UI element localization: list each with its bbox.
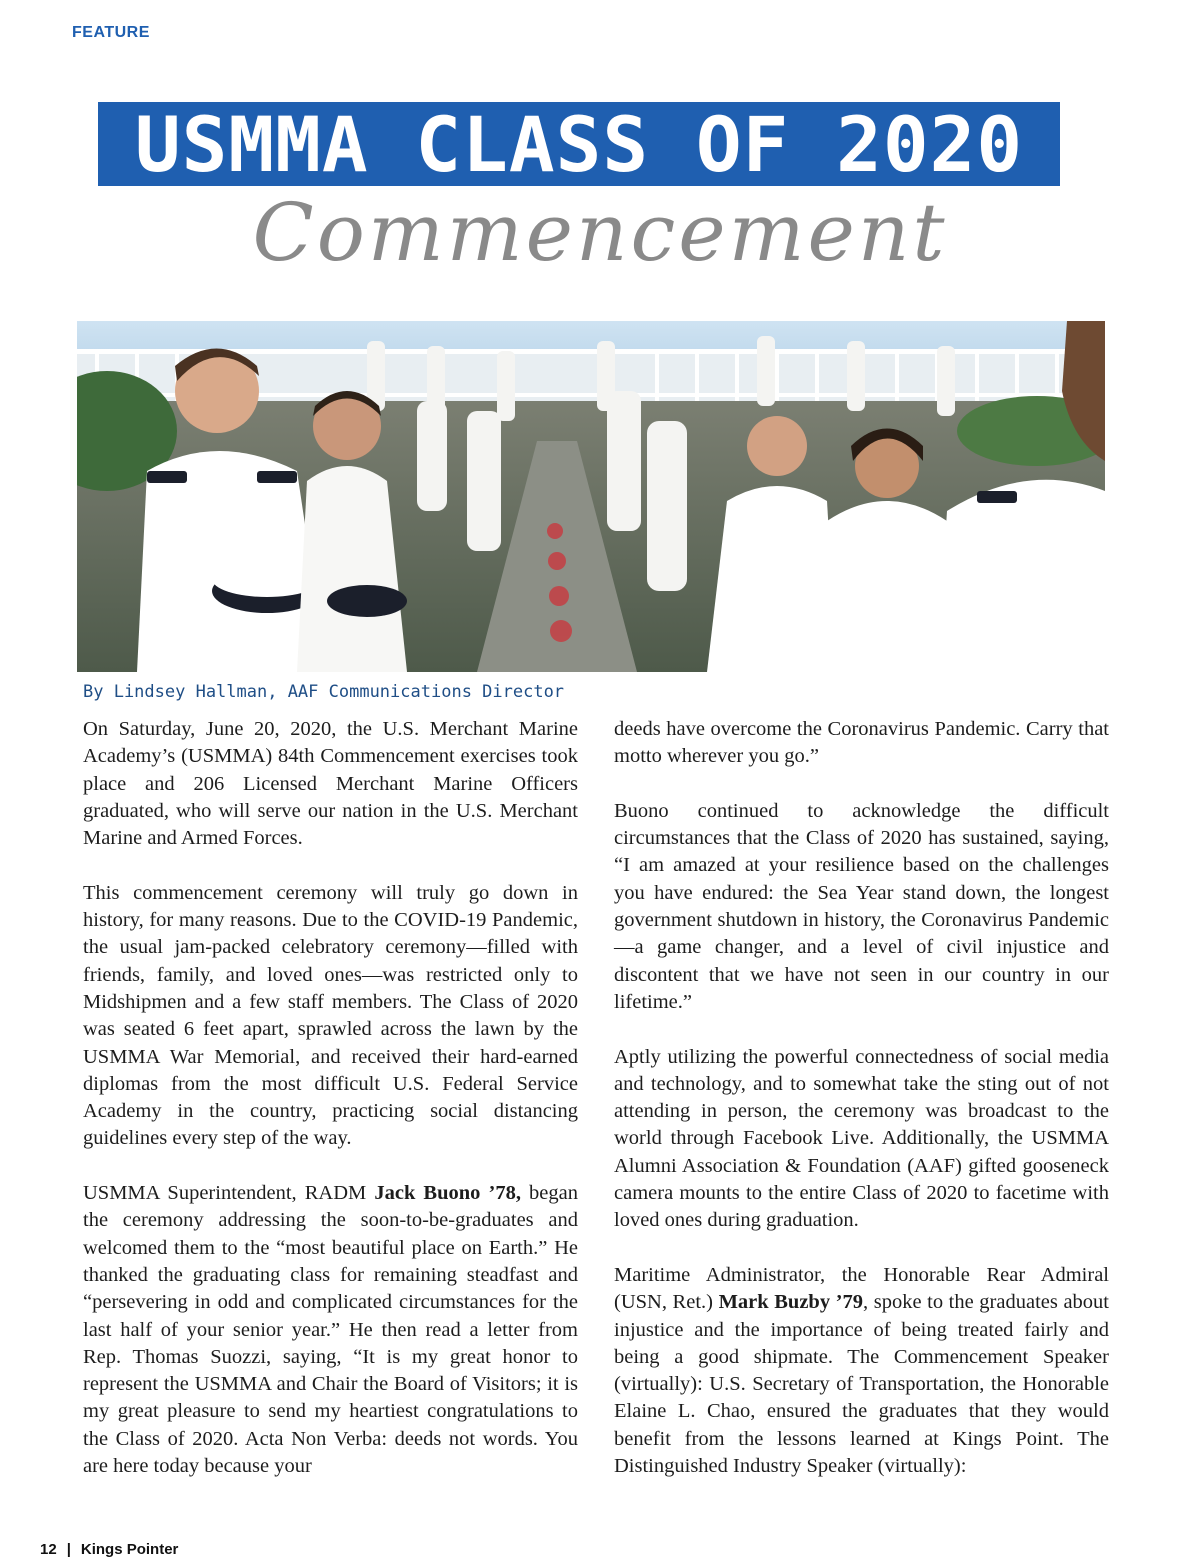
paragraph: On Saturday, June 20, 2020, the U.S. Merchant Marine Academy’s (USMMA) 84th Commencement exercises took place and 206 Licensed Merchant Marine Officers graduated, who will serve our nation in the U.S. Merchant Marine and Armed Forces. [83, 718, 578, 850]
paragraph: This commencement ceremony will truly go down in history, for many reasons. Due to the COVID-19 Pandemic, the usual jam-packed celebratory ceremony—filled with friends, family, and loved ones—was restricted only to Midshipmen and a few staff members. The Class of 2020 was seated 6 feet apart, sprawled across the lawn by the USMMA War Memorial, and received their hard-earned diplomas from the most difficult U.S. Federal Service Academy in the country, practicing social distancing guidelines every step of the way. [83, 881, 578, 1150]
byline: By Lindsey Hallman, AAF Communications Director [83, 682, 565, 702]
person-name: Jack Buono ’78, [374, 1182, 521, 1205]
page-footer [40, 1541, 178, 1558]
publication-name: Kings Pointer [80, 1541, 179, 1558]
article-subtitle: Commencement [252, 186, 948, 279]
title-banner [98, 99, 1060, 189]
paragraph [83, 1180, 578, 1480]
article-title: USMMA CLASS OF 2020 [134, 99, 1024, 189]
paragraph-text: Maritime Administrator, the Honorable Rear Admiral (USN, Ret.) [614, 1263, 1109, 1314]
paragraph-text: USMMA Superintendent, RADM [83, 1182, 375, 1205]
page-number: 12 [40, 1541, 57, 1558]
paragraph-text: began the ceremony addressing the soon-to-be-graduates and welcomed them to the “most beautiful place on Earth.” He thanked the graduating class for remaining steadfast and “persevering in odd and complicated circumstances for the last half of your senior year.” He then read a letter from Rep. Thomas Suozzi, saying, “It is my great honor to represent the USMMA and Chair the Board of Visitors; it is my great pleasure to send my heartiest congratulations to the Class of 2020. Acta Non Verba: deeds not words. You are here today because your [83, 1182, 578, 1478]
paragraph: deeds have overcome the Coronavirus Pandemic. Carry that motto wherever you go.” [614, 718, 1109, 768]
photo-illustration [77, 321, 1105, 672]
paragraph: Buono continued to acknowledge the difficult circumstances that the Class of 2020 has sustained, saying, “I am amazed at your resilience based on the challenges you have endured: the Sea Year stand down, the longest government shutdown in history, the Coronavirus Pandemic—a game changer, and a level of civil injustice and discontent that we have not seen in our country in our lifetime.” [614, 799, 1109, 1013]
article-column-right [614, 716, 1109, 1508]
graduation-procession-photo [77, 321, 1105, 672]
paragraph-text: , spoke to the graduates about injustice and the importance of being treated fairly and being a good shipmate. The Commencement Speaker (virtually): U.S. Secretary of Transportation, the Honorable Elaine L. Chao, ensured the graduates that they would benefit from the lessons learned at Kings Point. The Distinguished Industry Speaker (virtually): [614, 1291, 1109, 1478]
article-column-left [83, 716, 578, 1508]
paragraph: Aptly utilizing the powerful connectedness of social media and technology, and to somewhat take the sting out of not attending in person, the ceremony was broadcast to the world through Facebook Live. Additionally, the USMMA Alumni Association & Foundation (AAF) gifted gooseneck camera mounts to the entire Class of 2020 to facetime with loved ones during graduation. [614, 1045, 1109, 1232]
footer-separator: | [66, 1541, 71, 1558]
section-label: FEATURE [72, 24, 150, 41]
person-name: Mark Buzby ’79 [718, 1291, 863, 1314]
paragraph [614, 1262, 1109, 1480]
